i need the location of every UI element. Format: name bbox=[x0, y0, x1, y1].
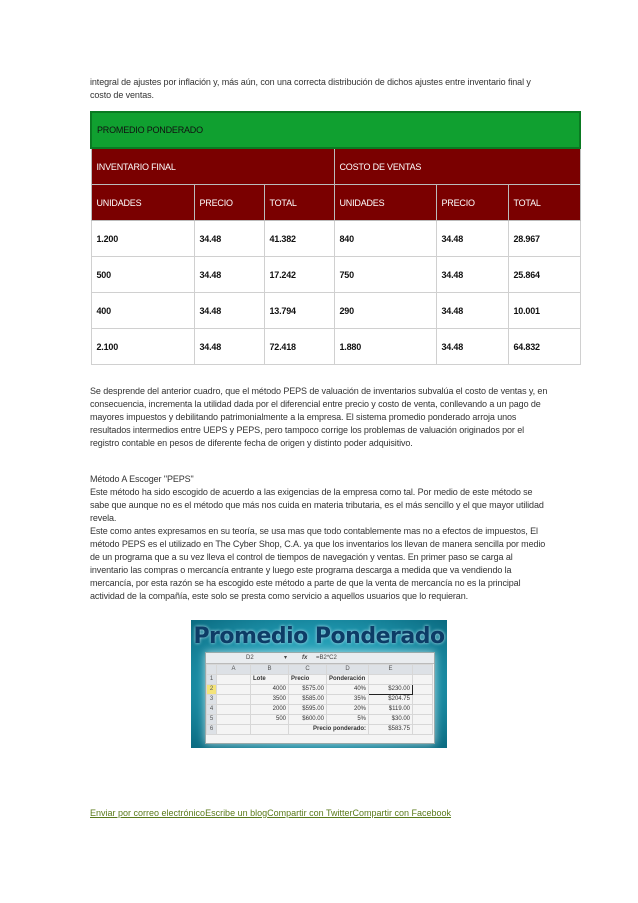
share-facebook-link[interactable]: Compartir con Facebook bbox=[352, 808, 452, 818]
sheet-cell bbox=[413, 675, 433, 685]
sheet-cell: 4000 bbox=[251, 685, 289, 695]
method-heading: Método A Escoger "PEPS" bbox=[90, 474, 194, 484]
table-cell: 750 bbox=[334, 257, 436, 293]
sheet-cell: $595.00 bbox=[289, 705, 327, 715]
sheet-cell bbox=[217, 705, 251, 715]
column-letter: C bbox=[289, 665, 327, 675]
row-number: 6 bbox=[207, 725, 217, 735]
sheet-cell: $30.00 bbox=[369, 715, 413, 725]
sheet-cell bbox=[217, 685, 251, 695]
sheet-cell bbox=[369, 675, 413, 685]
sheet-cell: $600.00 bbox=[289, 715, 327, 725]
sheet-cell bbox=[217, 725, 251, 735]
sheet-cell: 35% bbox=[327, 695, 369, 705]
sheet-cell bbox=[217, 715, 251, 725]
sheet-cell: 40% bbox=[327, 685, 369, 695]
share-links bbox=[90, 807, 451, 819]
sheet-cell bbox=[217, 695, 251, 705]
table-cell: 13.794 bbox=[264, 293, 334, 329]
table-row bbox=[91, 293, 580, 329]
share-email-link[interactable]: Enviar por correo electrónico bbox=[90, 808, 206, 818]
table-cell: 2.100 bbox=[91, 329, 194, 365]
intro-paragraph: integral de ajustes por inflación y, más aún, con una correcta distribución de dichos ajustes entre inventario final y costo de ventas. bbox=[90, 77, 531, 100]
table-cell: 840 bbox=[334, 221, 436, 257]
active-cell: $230.00 bbox=[369, 685, 413, 695]
sheet-cell: Ponderación bbox=[327, 675, 369, 685]
method-body: Este método ha sido escogido de acuerdo a las exigencias de la empresa como tal. Por medio de este método se sabe que aunque no es el método que más nos cuida en materia tributaria, es el más sencillo y el que mayor utilidad revela. Este como antes expresamos en su teoría, se usa mas que todo contablemente mas no a efectos de impuestos, El método PEPS es el utilizado en The Cyber Shop, C.A. ya que los inventarios los llevan de manera sencilla por medio de un programa que a su vez lleva el control de tiempos de navegación y ventas. En primer paso se carga al inventario las compras o mercancía entrante y luego este programa descarga a medida que va vendiendo la mercancía, por esta razón se ha escogido este método a parte de que la venta de mercancía no es la principal actividad de la compañía, este solo se presta como servicio a aquellos usuarios que lo requieran. bbox=[90, 487, 546, 601]
column-header: PRECIO bbox=[194, 185, 264, 221]
sheet-cell bbox=[413, 715, 433, 725]
table-cell: 500 bbox=[91, 257, 194, 293]
dropdown-icon: ▾ bbox=[284, 655, 288, 661]
group-header-inventario-final: INVENTARIO FINAL bbox=[91, 148, 334, 185]
table-cell: 17.242 bbox=[264, 257, 334, 293]
sheet-cell: 20% bbox=[327, 705, 369, 715]
table-cell: 400 bbox=[91, 293, 194, 329]
sheet-cell: 5% bbox=[327, 715, 369, 725]
column-header: UNIDADES bbox=[334, 185, 436, 221]
table-title: PROMEDIO PONDERADO bbox=[91, 112, 580, 148]
column-header: TOTAL bbox=[264, 185, 334, 221]
table-cell: 34.48 bbox=[194, 293, 264, 329]
table-cell: 64.832 bbox=[508, 329, 580, 365]
sheet-cell: $585.00 bbox=[289, 695, 327, 705]
total-value: $583.75 bbox=[369, 725, 413, 735]
sheet-cell bbox=[217, 675, 251, 685]
table-cell: 34.48 bbox=[436, 293, 508, 329]
formula-text: =B2*C2 bbox=[316, 655, 337, 661]
share-blog-link[interactable]: Escribe un blog bbox=[205, 808, 268, 818]
sheet-cell bbox=[413, 705, 433, 715]
group-header-costo-de-ventas: COSTO DE VENTAS bbox=[334, 148, 580, 185]
table-row bbox=[91, 221, 580, 257]
sheet-cell bbox=[413, 725, 433, 735]
table-row bbox=[91, 329, 580, 365]
sheet-cell: 3500 bbox=[251, 695, 289, 705]
sheet-cell: $575.00 bbox=[289, 685, 327, 695]
sheet-cell: Lote bbox=[251, 675, 289, 685]
table-cell: 34.48 bbox=[194, 257, 264, 293]
table-cell: 25.864 bbox=[508, 257, 580, 293]
row-number: 2 bbox=[207, 685, 217, 695]
table-row bbox=[91, 257, 580, 293]
table-cell: 10.001 bbox=[508, 293, 580, 329]
sheet-cell: Precio bbox=[289, 675, 327, 685]
spreadsheet-grid bbox=[206, 664, 433, 735]
sheet-cell: $204.75 bbox=[369, 695, 413, 705]
sheet-cell bbox=[251, 725, 289, 735]
row-number: 4 bbox=[207, 705, 217, 715]
row-number: 3 bbox=[207, 695, 217, 705]
table-cell: 34.48 bbox=[194, 221, 264, 257]
column-letter: B bbox=[251, 665, 289, 675]
table-cell: 72.418 bbox=[264, 329, 334, 365]
sheet-cell bbox=[413, 685, 433, 695]
analysis-paragraph: Se desprende del anterior cuadro, que el método PEPS de valuación de inventarios subvalúa el costo de ventas y, en consecuencia, incrementa la utilidad dada por el diferencial entre precio y costo de venta, conllevando a un pago de mayores impuestos y debilitando patrimonialmente a la empresa. El sistema promedio ponderado arroja unos resultados intermedios entre UEPS y PEPS, pero tampoco corrige los problemas de valuación originados por el registro contable en pesos de diferente fecha de origen y distinto poder adquisitivo. bbox=[90, 386, 548, 448]
column-letter: E bbox=[369, 665, 413, 675]
weighted-average-table bbox=[90, 111, 579, 365]
sheet-cell: 2000 bbox=[251, 705, 289, 715]
sheet-cell bbox=[413, 695, 433, 705]
row-number: 1 bbox=[207, 675, 217, 685]
column-header: PRECIO bbox=[436, 185, 508, 221]
promedio-ponderado-image bbox=[191, 620, 447, 748]
table-cell: 41.382 bbox=[264, 221, 334, 257]
cell-reference: D2 bbox=[246, 655, 254, 661]
table-cell: 1.200 bbox=[91, 221, 194, 257]
corner-cell bbox=[207, 665, 217, 675]
column-letter: A bbox=[217, 665, 251, 675]
column-letter bbox=[413, 665, 433, 675]
table-cell: 34.48 bbox=[194, 329, 264, 365]
column-header: UNIDADES bbox=[91, 185, 194, 221]
column-header: TOTAL bbox=[508, 185, 580, 221]
table-cell: 34.48 bbox=[436, 221, 508, 257]
table-cell: 34.48 bbox=[436, 329, 508, 365]
method-section bbox=[90, 473, 552, 603]
column-letter: D bbox=[327, 665, 369, 675]
function-icon: fx bbox=[302, 655, 308, 661]
table-cell: 28.967 bbox=[508, 221, 580, 257]
row-number: 5 bbox=[207, 715, 217, 725]
image-title: Promedio Ponderado bbox=[193, 624, 445, 649]
sheet-cell: 500 bbox=[251, 715, 289, 725]
formula-bar bbox=[206, 653, 434, 664]
table-cell: 34.48 bbox=[436, 257, 508, 293]
table-cell: 1.880 bbox=[334, 329, 436, 365]
sheet-cell: $119.00 bbox=[369, 705, 413, 715]
share-twitter-link[interactable]: Compartir con Twitter bbox=[267, 808, 353, 818]
total-label: Precio ponderado: bbox=[289, 725, 369, 735]
spreadsheet-screenshot bbox=[205, 652, 435, 744]
table-cell: 290 bbox=[334, 293, 436, 329]
